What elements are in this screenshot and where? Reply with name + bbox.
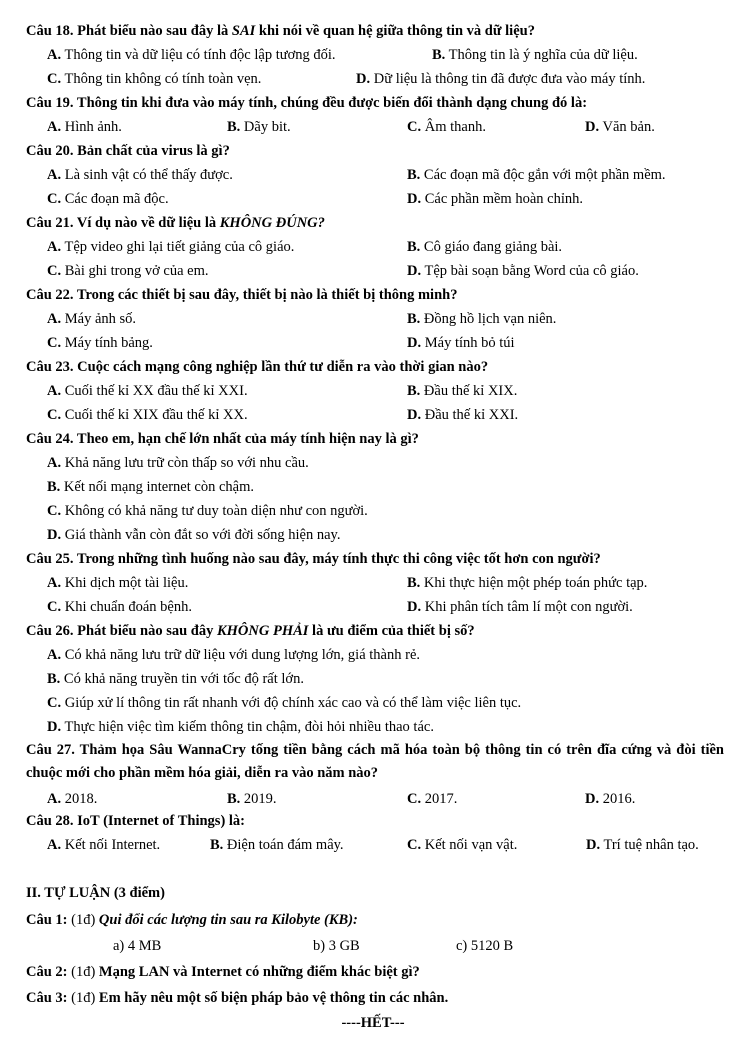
question-27: Câu 27. Thảm họa Sâu WannaCry tống tiền bằng cách mã hóa toàn bộ thông tin có trên đĩa cứng và đòi tiền chuộc mới cho phần mềm hóa giải, diễn ra vào năm nào? xyxy=(26,742,724,781)
question-19: Câu 19. Thông tin khi đưa vào máy tính, chúng đều được biến đổi thành dạng chung đó là: xyxy=(26,95,588,111)
question-20: Câu 20. Bản chất của virus là gì? xyxy=(26,143,230,159)
question-25: Câu 25. Trong những tình huống nào sau đây, máy tính thực thi công việc tốt hơn con người? xyxy=(26,551,601,567)
question-18: Câu 18. Phát biểu nào sau đây là SAI khi nói về quan hệ giữa thông tin và dữ liệu? xyxy=(26,23,535,39)
option-b: B. Cô giáo đang giảng bài. xyxy=(407,239,563,255)
question-21: Câu 21. Ví dụ nào về dữ liệu là KHÔNG ĐÚNG? xyxy=(26,215,325,231)
option-c: C. Kết nối vạn vật. xyxy=(407,837,518,853)
option-a: A. Máy ảnh số. xyxy=(47,311,137,327)
option-a: A. Thông tin và dữ liệu có tính độc lập tương đối. xyxy=(47,47,336,63)
option-a: A. Kết nối Internet. xyxy=(47,837,161,853)
option-c: C. 2017. xyxy=(407,791,458,807)
sub-item-b: b) 3 GB xyxy=(313,938,360,954)
option-d: D. Tệp bài soạn bằng Word của cô giáo. xyxy=(407,263,639,279)
option-a: A. Tệp video ghi lại tiết giảng của cô giáo. xyxy=(47,239,295,255)
question-24: Câu 24. Theo em, hạn chế lớn nhất của máy tính hiện nay là gì? xyxy=(26,431,419,447)
option-c: C. Giúp xử lí thông tin rất nhanh với độ chính xác cao và có thể làm việc liên tục. xyxy=(47,695,522,711)
option-d: D. Đầu thế kỉ XXI. xyxy=(407,407,519,423)
sub-item-a: a) 4 MB xyxy=(113,938,162,954)
question-23: Câu 23. Cuộc cách mạng công nghiệp lần thứ tư diễn ra vào thời gian nào? xyxy=(26,359,489,375)
option-a: A. Hình ảnh. xyxy=(47,119,122,135)
option-b: B. Có khả năng truyền tin với tốc độ rất lớn. xyxy=(47,671,304,687)
option-b: B. 2019. xyxy=(227,791,277,807)
option-c: C. Thông tin không có tính toàn vẹn. xyxy=(47,71,262,87)
option-a: A. 2018. xyxy=(47,791,98,807)
sub-item-c: c) 5120 B xyxy=(456,938,514,954)
option-b: B. Các đoạn mã độc gắn với một phần mềm. xyxy=(407,167,666,183)
option-d: D. Văn bản. xyxy=(585,119,655,135)
option-d: D. Giá thành vẫn còn đắt so với đời sống hiện nay. xyxy=(47,527,341,543)
option-a: A. Khi dịch một tài liệu. xyxy=(47,575,189,591)
option-c: C. Cuối thế kỉ XIX đầu thế kỉ XX. xyxy=(47,407,248,423)
option-b: B. Điện toán đám mây. xyxy=(210,837,344,853)
option-b: B. Thông tin là ý nghĩa của dữ liệu. xyxy=(432,47,638,63)
option-b: B. Dãy bit. xyxy=(227,119,291,135)
section-heading: II. TỰ LUẬN (3 điểm) xyxy=(26,885,165,901)
essay-question-3: Câu 3: (1đ) Em hãy nêu một số biện pháp bảo vệ thông tin các nhân. xyxy=(26,990,449,1006)
question-26: Câu 26. Phát biểu nào sau đây KHÔNG PHẢI là ưu điểm của thiết bị số? xyxy=(26,623,475,639)
option-d: D. Máy tính bỏ túi xyxy=(407,335,515,351)
option-a: A. Là sinh vật có thể thấy được. xyxy=(47,167,233,183)
essay-question-1: Câu 1: (1đ) Qui đổi các lượng tin sau ra Kilobyte (KB): xyxy=(26,912,358,928)
option-b: B. Kết nối mạng internet còn chậm. xyxy=(47,479,254,495)
option-c: C. Không có khả năng tư duy toàn diện như con người. xyxy=(47,503,368,519)
option-d: D. Trí tuệ nhân tạo. xyxy=(586,837,699,853)
option-d: D. Thực hiện việc tìm kiếm thông tin chậm, đòi hỏi nhiều thao tác. xyxy=(47,719,434,735)
option-c: C. Bài ghi trong vở của em. xyxy=(47,263,209,279)
option-c: C. Máy tính bảng. xyxy=(47,335,153,351)
option-a: A. Khả năng lưu trữ còn thấp so với nhu cầu. xyxy=(47,455,309,471)
option-d: D. 2016. xyxy=(585,791,636,807)
option-b: B. Đầu thế kỉ XIX. xyxy=(407,383,518,399)
essay-question-2: Câu 2: (1đ) Mạng LAN và Internet có những điểm khác biệt gì? xyxy=(26,964,420,980)
option-c: C. Các đoạn mã độc. xyxy=(47,191,169,207)
option-d: D. Dữ liệu là thông tin đã được đưa vào máy tính. xyxy=(356,71,646,87)
q-number: Câu 18. xyxy=(26,23,74,39)
option-b: B. Khi thực hiện một phép toán phức tạp. xyxy=(407,575,648,591)
option-b: B. Đồng hồ lịch vạn niên. xyxy=(407,311,557,327)
option-d: D. Các phần mềm hoàn chỉnh. xyxy=(407,191,583,207)
option-a: A. Cuối thế kỉ XX đầu thế kỉ XXI. xyxy=(47,383,248,399)
question-28: Câu 28. IoT (Internet of Things) là: xyxy=(26,813,246,829)
option-a: A. Có khả năng lưu trữ dữ liệu với dung lượng lớn, giá thành rẻ. xyxy=(47,647,420,663)
end-marker: ----HẾT--- xyxy=(341,1015,405,1031)
question-22: Câu 22. Trong các thiết bị sau đây, thiết bị nào là thiết bị thông minh? xyxy=(26,287,458,303)
option-d: D. Khi phân tích tâm lí một con người. xyxy=(407,599,633,615)
option-c: C. Khi chuẩn đoán bệnh. xyxy=(47,599,192,615)
option-c: C. Âm thanh. xyxy=(407,119,486,135)
